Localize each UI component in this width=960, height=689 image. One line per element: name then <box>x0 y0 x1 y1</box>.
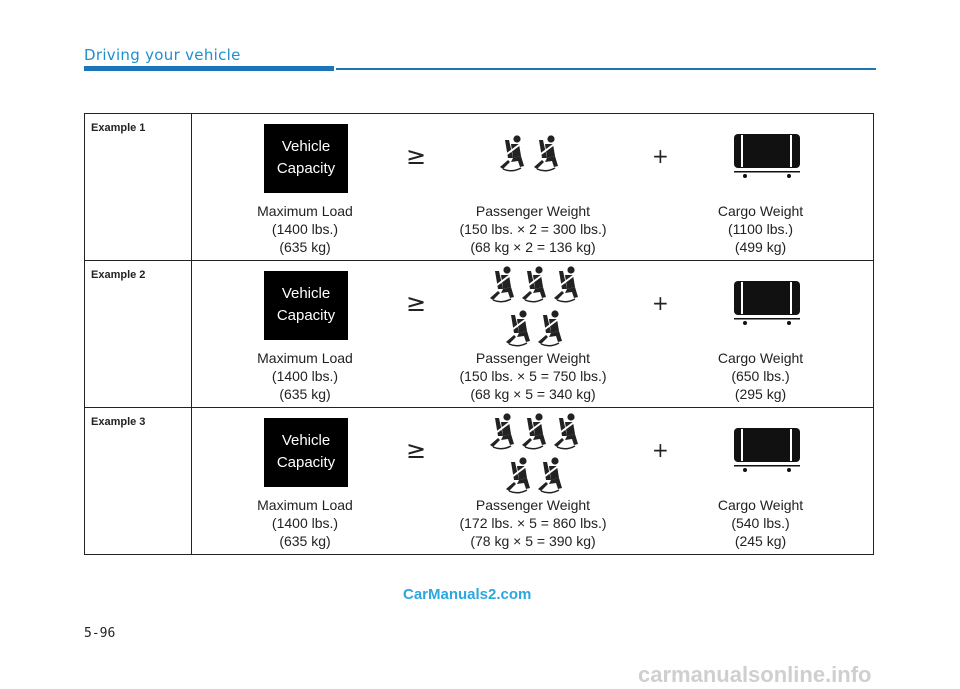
capacity-line-2: Capacity <box>276 160 336 177</box>
plus-symbol: + <box>652 291 669 315</box>
cargo-weight-lbs: (540 lbs.) <box>731 515 790 531</box>
vehicle-capacity-box <box>264 271 348 340</box>
example-weights <box>192 349 873 407</box>
cargo-weight-kg: (499 kg) <box>734 239 787 255</box>
seated-passenger-seatbelt-icon <box>551 412 581 450</box>
passenger-weight-lbs: (150 lbs. × 5 = 750 lbs.) <box>459 368 607 384</box>
cargo-weight-label: Cargo Weight <box>717 350 804 366</box>
seated-passenger-seatbelt-icon <box>497 134 527 172</box>
capacity-line-1: Vehicle <box>281 285 331 302</box>
capacity-line-1: Vehicle <box>281 138 331 155</box>
capacity-line-2: Capacity <box>276 454 336 471</box>
passenger-weight-label: Passenger Weight <box>475 350 591 366</box>
vehicle-capacity-box <box>264 418 348 487</box>
carmanuals-watermark[interactable]: CarManuals2.com <box>403 586 532 603</box>
seated-passenger-seatbelt-icon <box>487 412 517 450</box>
max-load-label: Maximum Load <box>257 497 353 513</box>
passenger-weight-label: Passenger Weight <box>475 203 591 219</box>
max-load-label: Maximum Load <box>257 350 353 366</box>
capacity-line-2: Capacity <box>276 307 336 324</box>
max-load-text <box>192 202 418 260</box>
max-load-lbs: (1400 lbs.) <box>271 515 339 531</box>
seated-passenger-seatbelt-icon <box>487 265 517 303</box>
passenger-group <box>497 134 561 172</box>
example-label: Example 3 <box>85 408 192 555</box>
passenger-weight-text <box>418 496 648 554</box>
cargo-weight-lbs: (650 lbs.) <box>731 368 790 384</box>
header-rule-thin <box>336 68 876 70</box>
max-load-lbs: (1400 lbs.) <box>271 368 339 384</box>
seated-passenger-seatbelt-icon <box>551 265 581 303</box>
passenger-weight-lbs: (150 lbs. × 2 = 300 lbs.) <box>459 221 607 237</box>
vehicle-capacity-box <box>264 124 348 193</box>
cargo-box-svg <box>732 132 802 180</box>
example-row <box>85 408 874 555</box>
passenger-weight-kg: (68 kg × 2 = 136 kg) <box>470 239 596 255</box>
cargo-weight-label: Cargo Weight <box>717 203 804 219</box>
cargo-weight-kg: (245 kg) <box>734 533 787 549</box>
footer-watermark: carmanualsonline.info <box>638 662 872 687</box>
example-weights <box>192 202 873 260</box>
cargo-box-icon <box>732 426 802 474</box>
greater-equal-symbol: ≥ <box>406 142 427 170</box>
cargo-weight-text <box>648 349 873 407</box>
passenger-weight-text <box>418 202 648 260</box>
passenger-weight-kg: (68 kg × 5 = 340 kg) <box>470 386 596 402</box>
cargo-weight-text <box>648 496 873 554</box>
header-rule-thick <box>84 66 334 71</box>
page-number: 5-96 <box>84 626 116 641</box>
max-load-kg: (635 kg) <box>279 386 331 402</box>
seated-passenger-seatbelt-icon <box>535 309 565 347</box>
plus-symbol: + <box>652 144 669 168</box>
plus-symbol: + <box>652 438 669 462</box>
max-load-text <box>192 496 418 554</box>
example-row <box>85 114 874 261</box>
seated-passenger-seatbelt-icon <box>519 412 549 450</box>
seated-passenger-seatbelt-icon <box>531 134 561 172</box>
example-graphic <box>192 408 873 496</box>
passenger-group <box>487 265 581 347</box>
max-load-kg: (635 kg) <box>279 533 331 549</box>
max-load-lbs: (1400 lbs.) <box>271 221 339 237</box>
passenger-weight-label: Passenger Weight <box>475 497 591 513</box>
seated-passenger-seatbelt-icon <box>519 265 549 303</box>
passenger-weight-lbs: (172 lbs. × 5 = 860 lbs.) <box>459 515 607 531</box>
passenger-weight-text <box>418 349 648 407</box>
capacity-line-1: Vehicle <box>281 432 331 449</box>
cargo-weight-label: Cargo Weight <box>717 497 804 513</box>
greater-equal-symbol: ≥ <box>406 289 427 317</box>
example-row <box>85 261 874 408</box>
example-label: Example 1 <box>85 114 192 261</box>
cargo-box-svg <box>732 279 802 327</box>
greater-equal-symbol: ≥ <box>406 436 427 464</box>
example-graphic <box>192 261 873 349</box>
passenger-group <box>487 412 581 494</box>
seated-passenger-seatbelt-icon <box>535 456 565 494</box>
example-label: Example 2 <box>85 261 192 408</box>
cargo-weight-text <box>648 202 873 260</box>
cargo-weight-lbs: (1100 lbs.) <box>727 221 794 237</box>
cargo-box-icon <box>732 132 802 180</box>
max-load-text <box>192 349 418 407</box>
example-weights <box>192 496 873 554</box>
example-graphic <box>192 114 873 202</box>
cargo-box-icon <box>732 279 802 327</box>
max-load-label: Maximum Load <box>257 203 353 219</box>
section-title: Driving your vehicle <box>84 46 241 64</box>
passenger-weight-kg: (78 kg × 5 = 390 kg) <box>470 533 596 549</box>
cargo-box-svg <box>732 426 802 474</box>
seated-passenger-seatbelt-icon <box>503 456 533 494</box>
seated-passenger-seatbelt-icon <box>503 309 533 347</box>
load-examples-table <box>84 113 874 555</box>
max-load-kg: (635 kg) <box>279 239 331 255</box>
cargo-weight-kg: (295 kg) <box>734 386 787 402</box>
